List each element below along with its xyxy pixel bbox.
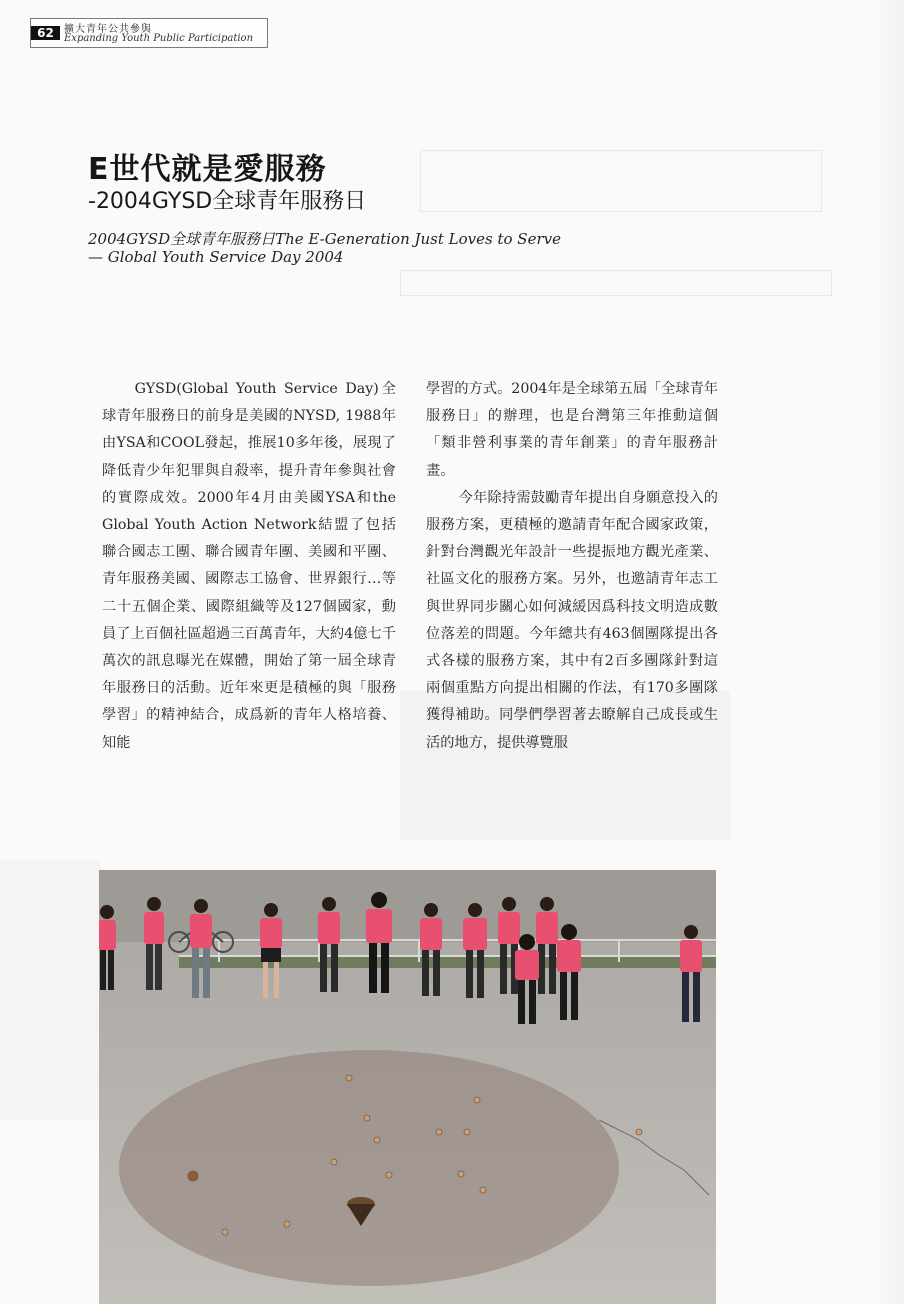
body-paragraph: 學習的方式。2004年是全球第五屆「全球青年服務日」的辦理，也是台灣第三年推動這個「類非營利事業的青年創業」的青年服務計畫。 <box>426 381 718 479</box>
page-header <box>30 18 268 48</box>
event-photo <box>99 870 716 1304</box>
body-column-right <box>426 376 718 757</box>
article-title-english: 2004GYSD全球青年服務日The E-Generation Just Loves to Serve <box>88 230 561 248</box>
article-subtitle: -2004GYSD全球青年服務日 <box>88 189 367 214</box>
grass-strip <box>179 956 716 968</box>
bleed-through-panel <box>0 860 100 1120</box>
painted-circle <box>119 1050 619 1286</box>
body-paragraph: 今年除持需鼓勵青年提出自身願意投入的服務方案，更積極的邀請青年配合國家政策，針對台灣觀光年設計一些提振地方觀光產業、社區文化的服務方案。另外，也邀請青年志工與世界同步關心如何減緩因爲科技文明造成數位落差的問題。今年總共有463個團隊提出各式各樣的服務方案，其中有2百多團隊針對這兩個重點方向提出相關的作法，有170多團隊獲得補助。同學們學習著去瞭解自己成長或生活的地方，提供導覽服 <box>426 489 718 751</box>
body-paragraph: GYSD(Global Youth Service Day)全球青年服務日的前身是美國的NYSD, 1988年由YSA和COOL發起，推展10多年後，展現了降低青少年犯罪與自殺率，提升青年參與社會的實際成效。2000年4月由美國YSA和the Global Youth Action Network結盟了包括聯合國志工團、聯合國青年團、美國和平團、青年服務美國、國際志工協會、世界銀行…等二十五個企業、國際組織等及127個國家，動員了上百個社區超過三百萬青年，大約4億七千萬次的訊息曝光在媒體，開始了第一屆全球青年服務日的活動。近年來更是積極的與「服務學習」的精神結合，成爲新的青年人格培養、知能 <box>102 381 396 751</box>
bleed-through-box <box>400 270 832 296</box>
section-title-zh: 擴大青年公共參與 <box>64 24 152 35</box>
page-number: 62 <box>31 26 60 40</box>
bleed-through-box <box>420 150 822 212</box>
article-title: E世代就是愛服務 <box>88 152 327 187</box>
section-title-en: Expanding Youth Public Participation <box>64 33 254 44</box>
page-edge-shade <box>874 0 904 1304</box>
body-column-left <box>102 376 396 757</box>
article-title-english-line2: — Global Youth Service Day 2004 <box>88 248 344 266</box>
photo-illustration <box>99 870 716 1304</box>
